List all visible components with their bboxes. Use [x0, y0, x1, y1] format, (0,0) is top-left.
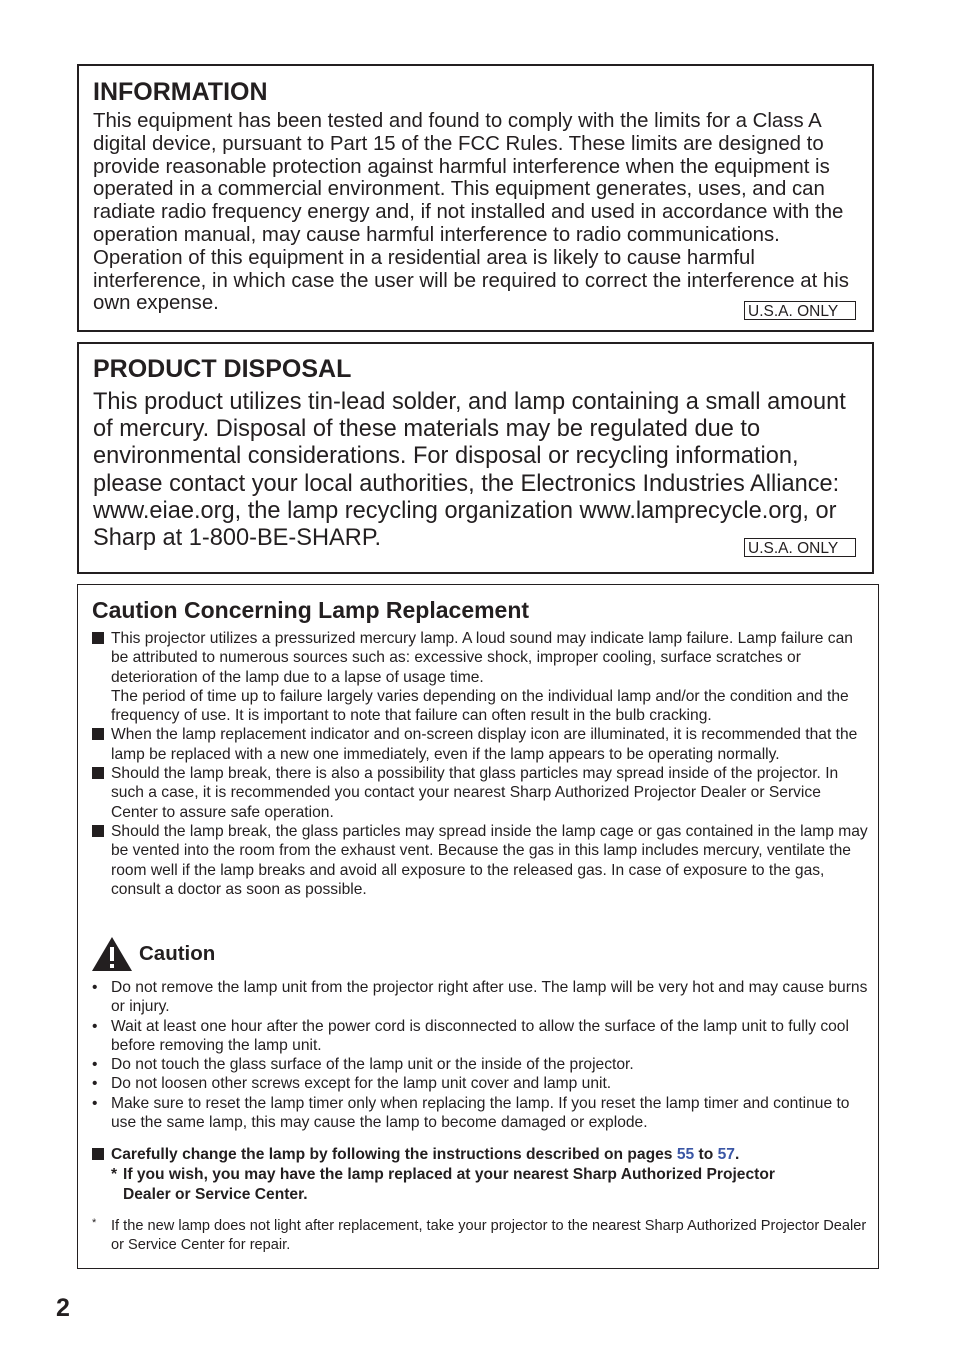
list-item-text: The period of time up to failure largely varies depending on the individual lamp and/or the condition and the frequency of use. It is important to note that failure can often result in the bulb cracking.: [111, 687, 849, 725]
square-bullet-icon: [92, 1148, 104, 1160]
list-item-text: When the lamp replacement indicator and on-screen display icon are illuminated, it is recommended that the lamp be replaced with a new one immediately, even if the lamp appears to be operating normally.: [111, 726, 858, 763]
list-item: [92, 1094, 868, 1133]
list-item-text: This projector utilizes a pressurized mercury lamp. A loud sound may indicate lamp failure. Lamp failure can be attributed to numerous sources such as: excessive shock, improper cooling, surface scratches or deterioration of the lamp due to a lapse of usage time.: [111, 630, 853, 686]
page-link-55[interactable]: 55: [676, 1146, 695, 1163]
bullet-dot-icon: •: [92, 1017, 98, 1035]
caution-bullet-list: [92, 978, 868, 1132]
lamp-caution-list: [92, 629, 868, 899]
list-item-text: Wait at least one hour after the power cord is disconnected to allow the surface of the lamp unit to fully cool before removing the lamp unit.: [111, 1017, 849, 1054]
footnote-text: If the new lamp does not light after replacement, take your projector to the nearest Sharp Authorized Projector Dealer or Service Center for repair.: [111, 1218, 867, 1253]
product-disposal-title: PRODUCT DISPOSAL: [93, 355, 352, 383]
list-item: [92, 764, 868, 822]
information-title: INFORMATION: [93, 78, 268, 106]
list-item-text: Should the lamp break, there is also a possibility that glass particles may spread inside of the projector. In such a case, it is recommended you contact your nearest Sharp Authorized Projector Dealer or Service Center to assure safe operation.: [111, 765, 839, 821]
page-link-57[interactable]: 57: [717, 1146, 735, 1163]
asterisk-mark: *: [92, 1217, 97, 1229]
square-bullet-icon: [92, 767, 104, 779]
bullet-dot-icon: •: [92, 979, 98, 996]
list-item: [92, 1055, 868, 1074]
caution-label: Caution: [139, 942, 216, 965]
asterisk-mark: *: [111, 1166, 118, 1183]
list-item-text: Do not loosen other screws except for the lamp unit cover and lamp unit.: [111, 1075, 612, 1093]
square-bullet-icon: [92, 728, 104, 740]
square-bullet-icon: [92, 825, 104, 837]
list-item: [92, 725, 868, 764]
lamp-change-note: [92, 1145, 872, 1205]
bullet-dot-icon: •: [92, 1056, 98, 1074]
list-item-text: Make sure to reset the lamp timer only when replacing the lamp. If you reset the lamp timer and continue to use the same lamp, this may cause the lamp to become damaged or explode.: [111, 1094, 850, 1132]
list-item-text: Do not touch the glass surface of the lamp unit or the inside of the projector.: [111, 1056, 634, 1074]
list-item-text: Should the lamp break, the glass particles may spread inside the lamp cage or gas contained in the lamp may be vented into the room from the exhaust vent. Because the gas in this lamp includes mercury, ventilate the room well if the lamp breaks and avoid all exposure to the released gas. In case of exposure to the gas, consult a doctor as soon as possible.: [111, 822, 868, 898]
footnote: [92, 1217, 872, 1254]
usa-only-tag: U.S.A. ONLY: [744, 301, 856, 320]
product-disposal-box: [77, 342, 874, 574]
information-text: This equipment has been tested and found to comply with the limits for a Class A digital device, pursuant to Part 15 of the FCC Rules. These limits are designed to provide reasonable protection against harmful interference when the equipment is operated in a commercial environment. This equipment generates, uses, and can radiate radio frequency energy and, if not installed and used in accordance with the operation manual, may cause harmful interference to radio communications. Operation of this equipment in a residential area is likely to cause harmful interference, in which case the user will be required to correct the interference at his own expense.: [93, 110, 849, 315]
note-subtext: If you wish, you may have the lamp replaced at your nearest Sharp Authorized Projector: [123, 1166, 775, 1183]
page-number: 2: [56, 1294, 70, 1322]
warning-triangle-icon: [91, 936, 133, 972]
list-item: [92, 1017, 868, 1056]
note-text: to: [698, 1146, 714, 1163]
bullet-dot-icon: •: [92, 1094, 98, 1112]
list-item: [92, 629, 868, 725]
usa-only-tag: U.S.A. ONLY: [744, 538, 856, 557]
product-disposal-text: This product utilizes tin-lead solder, and lamp containing a small amount of mercury. Disposal of these materials may be regulated due to environmental considerations. For disposal or recycling information, please contact your local authorities, the Electronics Industries Alliance: www.eiae.org, the lamp recycling organization www.lamprecycle.org, or Sharp at 1-800-BE-SHARP.: [93, 389, 846, 552]
bullet-dot-icon: •: [92, 1075, 98, 1093]
square-bullet-icon: [92, 632, 104, 644]
lamp-replacement-title: Caution Concerning Lamp Replacement: [92, 597, 530, 623]
list-item: [92, 822, 868, 899]
lamp-replacement-box: [77, 584, 879, 1269]
note-text: Carefully change the lamp by following the instructions described on pages: [111, 1146, 673, 1163]
list-item: [92, 1074, 868, 1093]
note-subtext: Dealer or Service Center.: [123, 1186, 308, 1203]
list-item-text: Do not remove the lamp unit from the projector right after use. The lamp will be very hot and may cause burns or injury.: [111, 979, 868, 1016]
information-box: [77, 64, 874, 332]
list-item: [92, 978, 868, 1017]
note-text: .: [734, 1146, 740, 1163]
